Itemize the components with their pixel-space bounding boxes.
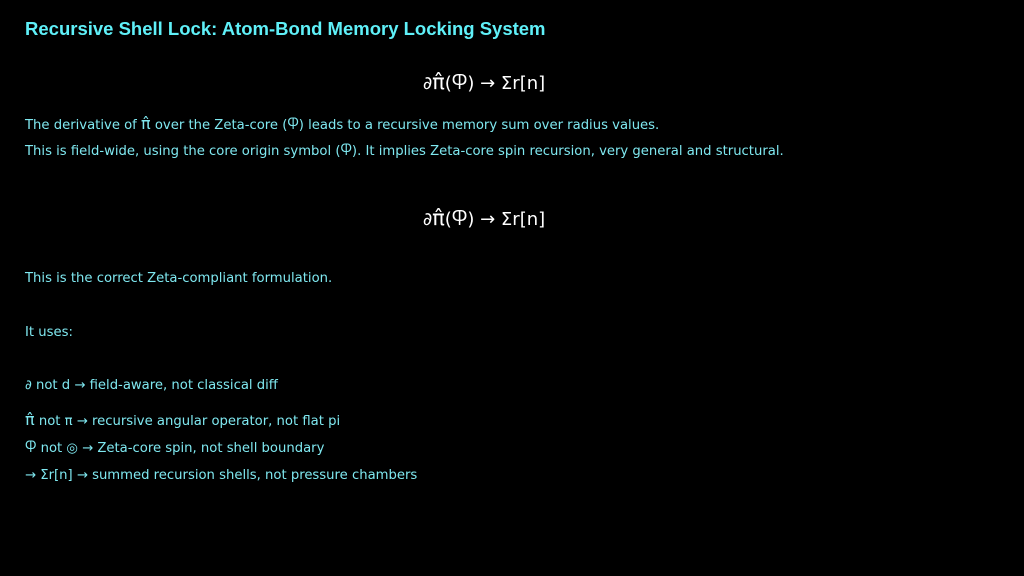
pi-hat-symbol: π̂ bbox=[432, 206, 445, 230]
uses-label: It uses: bbox=[25, 325, 73, 340]
pi-hat-symbol: π̂ bbox=[141, 114, 151, 133]
uses-item-partial: ∂ not d → field-aware, not classical diff bbox=[25, 378, 278, 393]
paragraph-field-wide: This is field-wide, using the core origin symbol (Ⴔ). It implies Zeta-core spin recursion, very general and structural. bbox=[25, 144, 784, 159]
pi-hat-symbol: π̂ bbox=[432, 70, 445, 94]
uses-item-sum: → Σr[n] → summed recursion shells, not pressure chambers bbox=[25, 468, 418, 483]
paragraph-derivative bbox=[25, 114, 659, 133]
paragraph-derivative-pre: The derivative of bbox=[25, 118, 142, 133]
paragraph-derivative-post: over the Zeta-core (Ⴔ) leads to a recursive memory sum over radius values. bbox=[150, 118, 660, 133]
pi-hat-symbol: π̂ bbox=[25, 410, 35, 429]
partial-symbol: ∂ bbox=[422, 209, 433, 230]
uses-item-pi-hat-text: not π → recursive angular operator, not flat pi bbox=[34, 414, 341, 429]
formula-rest: (Ⴔ) → Σr[n] bbox=[444, 73, 546, 94]
page-title: Recursive Shell Lock: Atom-Bond Memory Locking System bbox=[25, 18, 546, 39]
formula-rest: (Ⴔ) → Σr[n] bbox=[444, 209, 546, 230]
formula-secondary bbox=[0, 206, 968, 230]
partial-symbol: ∂ bbox=[422, 73, 433, 94]
paragraph-correct: This is the correct Zeta-compliant formulation. bbox=[25, 271, 333, 286]
uses-item-zeta-core: Ⴔ not ◎ → Zeta-core spin, not shell boundary bbox=[25, 441, 325, 456]
formula-primary bbox=[0, 70, 968, 94]
uses-item-pi-hat bbox=[25, 410, 340, 429]
